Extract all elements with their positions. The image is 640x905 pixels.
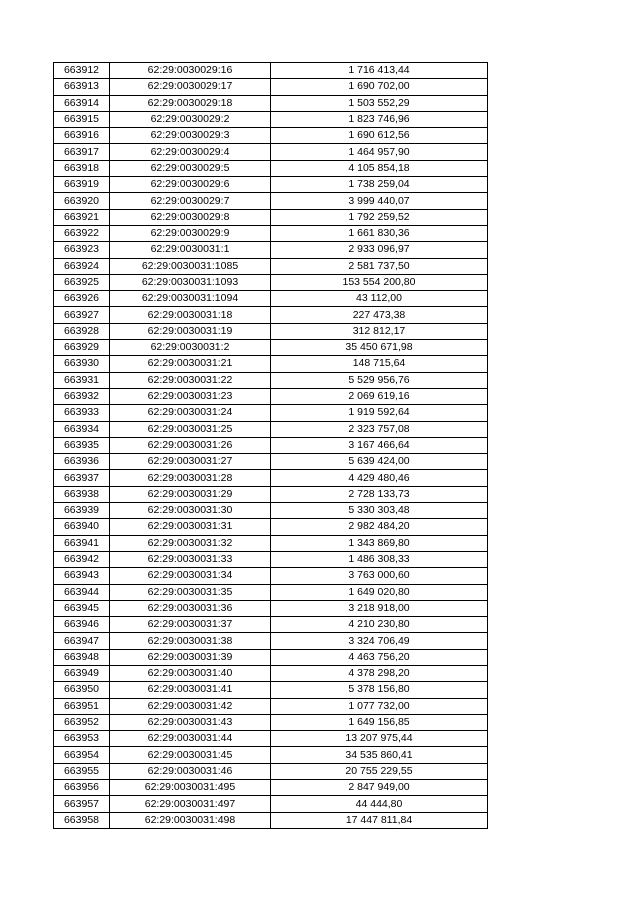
- value-cell: 2 933 096,97: [271, 242, 488, 258]
- table-row: [54, 649, 488, 665]
- value-cell: 148 715,64: [271, 356, 488, 372]
- row-number-cell: 663912: [54, 63, 110, 79]
- row-number-cell: 663933: [54, 405, 110, 421]
- table-row: [54, 812, 488, 828]
- table-row: [54, 421, 488, 437]
- value-cell: 4 210 230,80: [271, 617, 488, 633]
- cadastral-number-cell: 62:29:0030031:495: [110, 780, 271, 796]
- table-row: [54, 665, 488, 681]
- row-number-cell: 663945: [54, 600, 110, 616]
- value-cell: 1 661 830,36: [271, 225, 488, 241]
- value-cell: 4 463 756,20: [271, 649, 488, 665]
- row-number-cell: 663955: [54, 763, 110, 779]
- value-cell: 227 473,38: [271, 307, 488, 323]
- value-cell: 1 690 702,00: [271, 79, 488, 95]
- row-number-cell: 663928: [54, 323, 110, 339]
- value-cell: 1 919 592,64: [271, 405, 488, 421]
- table-row: [54, 437, 488, 453]
- cadastral-number-cell: 62:29:0030031:23: [110, 388, 271, 404]
- table-row: [54, 160, 488, 176]
- row-number-cell: 663914: [54, 95, 110, 111]
- table-row: [54, 600, 488, 616]
- cadastral-number-cell: 62:29:0030029:2: [110, 111, 271, 127]
- value-cell: 3 324 706,49: [271, 633, 488, 649]
- table-row: [54, 568, 488, 584]
- value-cell: 43 112,00: [271, 291, 488, 307]
- table-row: [54, 209, 488, 225]
- cadastral-number-cell: 62:29:0030031:2: [110, 340, 271, 356]
- cadastral-number-cell: 62:29:0030029:9: [110, 225, 271, 241]
- row-number-cell: 663947: [54, 633, 110, 649]
- row-number-cell: 663946: [54, 617, 110, 633]
- row-number-cell: 663921: [54, 209, 110, 225]
- row-number-cell: 663920: [54, 193, 110, 209]
- cadastral-number-cell: 62:29:0030031:44: [110, 731, 271, 747]
- table-row: [54, 323, 488, 339]
- value-cell: 2 323 757,08: [271, 421, 488, 437]
- cadastral-number-cell: 62:29:0030029:18: [110, 95, 271, 111]
- table-row: [54, 551, 488, 567]
- cadastral-number-cell: 62:29:0030031:19: [110, 323, 271, 339]
- cadastral-number-cell: 62:29:0030031:32: [110, 535, 271, 551]
- value-cell: 34 535 860,41: [271, 747, 488, 763]
- value-cell: 17 447 811,84: [271, 812, 488, 828]
- value-cell: 44 444,80: [271, 796, 488, 812]
- row-number-cell: 663936: [54, 454, 110, 470]
- table-row: [54, 470, 488, 486]
- cadastral-number-cell: 62:29:0030031:45: [110, 747, 271, 763]
- table-row: [54, 128, 488, 144]
- row-number-cell: 663956: [54, 780, 110, 796]
- table-row: [54, 405, 488, 421]
- value-cell: 312 812,17: [271, 323, 488, 339]
- value-cell: 1 503 552,29: [271, 95, 488, 111]
- value-cell: 2 581 737,50: [271, 258, 488, 274]
- value-cell: 1 649 020,80: [271, 584, 488, 600]
- cadastral-number-cell: 62:29:0030031:37: [110, 617, 271, 633]
- cadastral-number-cell: 62:29:0030031:34: [110, 568, 271, 584]
- table-row: [54, 111, 488, 127]
- table-row: [54, 274, 488, 290]
- table-row: [54, 225, 488, 241]
- cadastral-number-cell: 62:29:0030031:30: [110, 503, 271, 519]
- value-cell: 1 464 957,90: [271, 144, 488, 160]
- row-number-cell: 663931: [54, 372, 110, 388]
- table-row: [54, 714, 488, 730]
- row-number-cell: 663919: [54, 177, 110, 193]
- cadastral-number-cell: 62:29:0030031:35: [110, 584, 271, 600]
- row-number-cell: 663940: [54, 519, 110, 535]
- value-cell: 5 639 424,00: [271, 454, 488, 470]
- row-number-cell: 663925: [54, 274, 110, 290]
- table-row: [54, 617, 488, 633]
- value-cell: 5 330 303,48: [271, 503, 488, 519]
- value-cell: 2 069 619,16: [271, 388, 488, 404]
- value-cell: 1 823 746,96: [271, 111, 488, 127]
- row-number-cell: 663922: [54, 225, 110, 241]
- cadastral-number-cell: 62:29:0030031:18: [110, 307, 271, 323]
- value-cell: 1 077 732,00: [271, 698, 488, 714]
- cadastral-number-cell: 62:29:0030029:3: [110, 128, 271, 144]
- table-row: [54, 388, 488, 404]
- table-row: [54, 682, 488, 698]
- value-cell: 1 649 156,85: [271, 714, 488, 730]
- row-number-cell: 663916: [54, 128, 110, 144]
- table-row: [54, 780, 488, 796]
- cadastral-number-cell: 62:29:0030031:39: [110, 649, 271, 665]
- row-number-cell: 663943: [54, 568, 110, 584]
- value-cell: 3 218 918,00: [271, 600, 488, 616]
- table-row: [54, 731, 488, 747]
- cadastral-number-cell: 62:29:0030031:31: [110, 519, 271, 535]
- cadastral-number-cell: 62:29:0030031:1085: [110, 258, 271, 274]
- cadastral-number-cell: 62:29:0030031:21: [110, 356, 271, 372]
- table-row: [54, 356, 488, 372]
- table-row: [54, 177, 488, 193]
- table-row: [54, 242, 488, 258]
- row-number-cell: 663944: [54, 584, 110, 600]
- table-row: [54, 372, 488, 388]
- table-row: [54, 63, 488, 79]
- cadastral-number-cell: 62:29:0030031:38: [110, 633, 271, 649]
- row-number-cell: 663930: [54, 356, 110, 372]
- row-number-cell: 663917: [54, 144, 110, 160]
- cadastral-number-cell: 62:29:0030031:24: [110, 405, 271, 421]
- cadastral-number-cell: 62:29:0030031:498: [110, 812, 271, 828]
- cadastral-number-cell: 62:29:0030031:42: [110, 698, 271, 714]
- value-cell: 4 105 854,18: [271, 160, 488, 176]
- value-cell: 3 167 466,64: [271, 437, 488, 453]
- table-row: [54, 291, 488, 307]
- cadastral-number-cell: 62:29:0030031:27: [110, 454, 271, 470]
- row-number-cell: 663924: [54, 258, 110, 274]
- cadastral-number-cell: 62:29:0030031:36: [110, 600, 271, 616]
- row-number-cell: 663918: [54, 160, 110, 176]
- table-row: [54, 258, 488, 274]
- cadastral-number-cell: 62:29:0030031:1094: [110, 291, 271, 307]
- row-number-cell: 663932: [54, 388, 110, 404]
- row-number-cell: 663953: [54, 731, 110, 747]
- value-cell: 2 728 133,73: [271, 486, 488, 502]
- table-row: [54, 79, 488, 95]
- cadastral-number-cell: 62:29:0030029:8: [110, 209, 271, 225]
- value-cell: 35 450 671,98: [271, 340, 488, 356]
- table-row: [54, 340, 488, 356]
- row-number-cell: 663926: [54, 291, 110, 307]
- cadastral-number-cell: 62:29:0030029:17: [110, 79, 271, 95]
- cadastral-number-cell: 62:29:0030031:29: [110, 486, 271, 502]
- row-number-cell: 663913: [54, 79, 110, 95]
- cadastral-number-cell: 62:29:0030031:1093: [110, 274, 271, 290]
- table-row: [54, 796, 488, 812]
- value-cell: 4 429 480,46: [271, 470, 488, 486]
- row-number-cell: 663941: [54, 535, 110, 551]
- table-row: [54, 486, 488, 502]
- row-number-cell: 663934: [54, 421, 110, 437]
- cadastral-number-cell: 62:29:0030029:16: [110, 63, 271, 79]
- table-row: [54, 519, 488, 535]
- value-cell: 153 554 200,80: [271, 274, 488, 290]
- row-number-cell: 663937: [54, 470, 110, 486]
- value-cell: 1 690 612,56: [271, 128, 488, 144]
- table-body: [54, 63, 488, 829]
- cadastral-number-cell: 62:29:0030031:33: [110, 551, 271, 567]
- row-number-cell: 663938: [54, 486, 110, 502]
- cadastral-number-cell: 62:29:0030031:497: [110, 796, 271, 812]
- row-number-cell: 663929: [54, 340, 110, 356]
- cadastral-number-cell: 62:29:0030031:40: [110, 665, 271, 681]
- value-cell: 4 378 298,20: [271, 665, 488, 681]
- cadastral-number-cell: 62:29:0030031:25: [110, 421, 271, 437]
- table-row: [54, 633, 488, 649]
- value-cell: 20 755 229,55: [271, 763, 488, 779]
- cadastral-number-cell: 62:29:0030031:26: [110, 437, 271, 453]
- row-number-cell: 663923: [54, 242, 110, 258]
- row-number-cell: 663957: [54, 796, 110, 812]
- value-cell: 1 792 259,52: [271, 209, 488, 225]
- row-number-cell: 663949: [54, 665, 110, 681]
- cadastral-number-cell: 62:29:0030031:43: [110, 714, 271, 730]
- value-cell: 3 999 440,07: [271, 193, 488, 209]
- value-cell: 5 378 156,80: [271, 682, 488, 698]
- value-cell: 1 716 413,44: [271, 63, 488, 79]
- row-number-cell: 663939: [54, 503, 110, 519]
- value-cell: 1 486 308,33: [271, 551, 488, 567]
- table-row: [54, 503, 488, 519]
- cadastral-value-table: [53, 62, 488, 829]
- table-row: [54, 584, 488, 600]
- row-number-cell: 663954: [54, 747, 110, 763]
- value-cell: 1 343 869,80: [271, 535, 488, 551]
- table-row: [54, 747, 488, 763]
- row-number-cell: 663950: [54, 682, 110, 698]
- value-cell: 1 738 259,04: [271, 177, 488, 193]
- value-cell: 5 529 956,76: [271, 372, 488, 388]
- table-row: [54, 193, 488, 209]
- value-cell: 13 207 975,44: [271, 731, 488, 747]
- cadastral-number-cell: 62:29:0030031:1: [110, 242, 271, 258]
- row-number-cell: 663948: [54, 649, 110, 665]
- row-number-cell: 663927: [54, 307, 110, 323]
- table-row: [54, 144, 488, 160]
- cadastral-number-cell: 62:29:0030029:6: [110, 177, 271, 193]
- row-number-cell: 663942: [54, 551, 110, 567]
- cadastral-number-cell: 62:29:0030029:5: [110, 160, 271, 176]
- cadastral-number-cell: 62:29:0030031:41: [110, 682, 271, 698]
- table-row: [54, 454, 488, 470]
- table-row: [54, 698, 488, 714]
- cadastral-number-cell: 62:29:0030031:22: [110, 372, 271, 388]
- row-number-cell: 663952: [54, 714, 110, 730]
- row-number-cell: 663935: [54, 437, 110, 453]
- row-number-cell: 663958: [54, 812, 110, 828]
- row-number-cell: 663951: [54, 698, 110, 714]
- table-row: [54, 95, 488, 111]
- cadastral-number-cell: 62:29:0030031:46: [110, 763, 271, 779]
- cadastral-number-cell: 62:29:0030029:7: [110, 193, 271, 209]
- table-row: [54, 535, 488, 551]
- value-cell: 2 982 484,20: [271, 519, 488, 535]
- table-row: [54, 763, 488, 779]
- value-cell: 2 847 949,00: [271, 780, 488, 796]
- table-row: [54, 307, 488, 323]
- cadastral-number-cell: 62:29:0030031:28: [110, 470, 271, 486]
- cadastral-number-cell: 62:29:0030029:4: [110, 144, 271, 160]
- row-number-cell: 663915: [54, 111, 110, 127]
- value-cell: 3 763 000,60: [271, 568, 488, 584]
